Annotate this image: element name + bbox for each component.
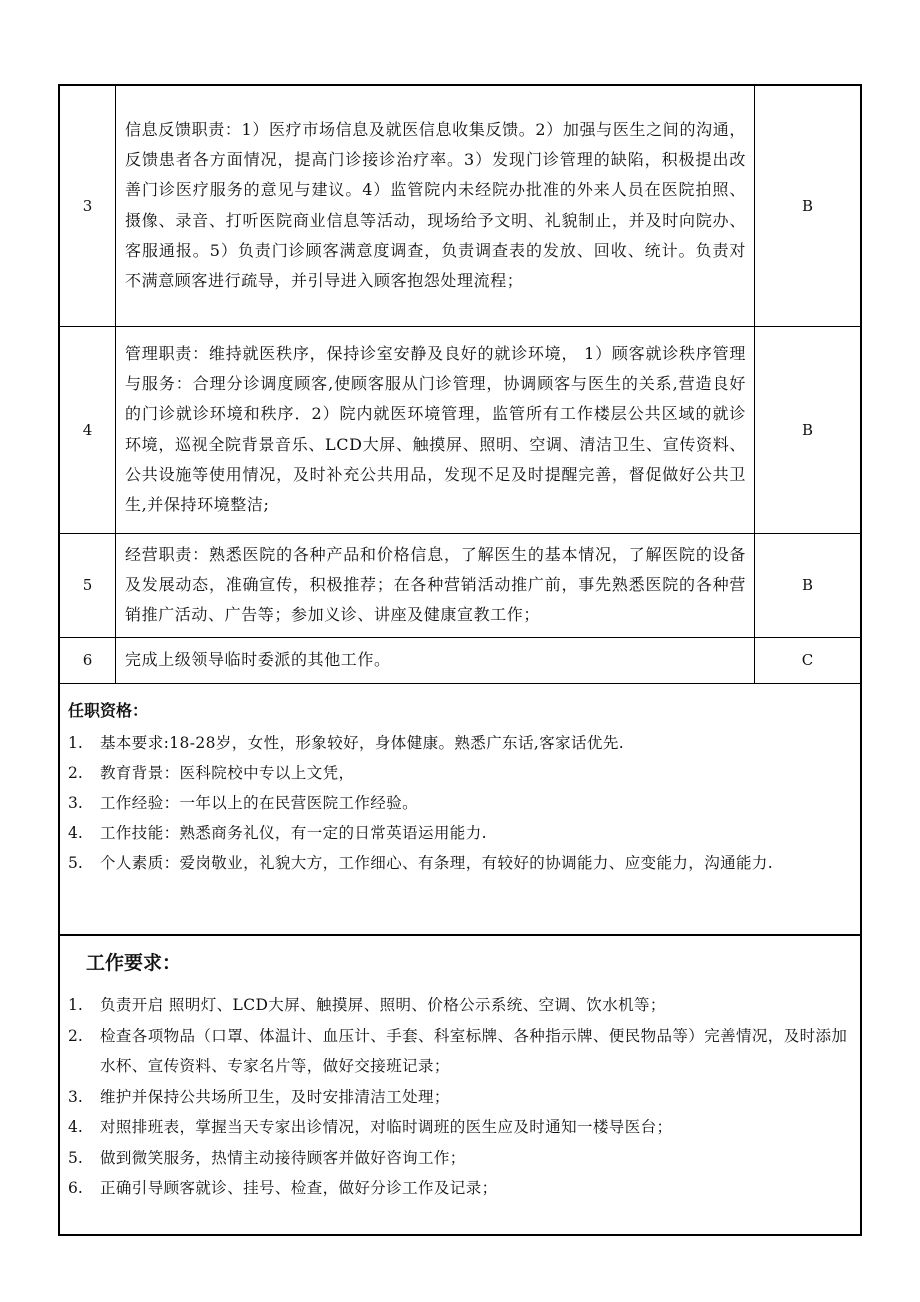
duty-grade: B [755,326,861,533]
requirements-title: 工作要求： [86,952,182,974]
item-number: 6. [68,1179,83,1197]
item-number: 5. [68,853,83,872]
duty-description: 信息反馈职责：1）医疗市场信息及就医信息收集反馈。2）加强与医生之间的沟通，反馈患者各方面情况，提高门诊接诊治疗率。3）发现门诊管理的缺陷，积极提出改善门诊医疗服务的意见与建议。4）监管院内未经院办批准的外来人员在医院拍照、摄像、录音、打听医院商业信息等活动，现场给予文明、礼貌制止，并及时向院办、客服通报。5）负责门诊顾客满意度调查，负责调查表的发放、回收、统计。负责对不满意顾客进行疏导，并引导进入顾客抱怨处理流程； [116,86,755,326]
qualification-title: 任职资格： [68,700,149,720]
list-item [68,1112,854,1143]
requirements-list [68,990,854,1204]
duty-grade: C [755,637,861,683]
item-number: 4. [68,1118,83,1136]
document-sheet [58,84,862,936]
list-item [68,788,854,818]
table-row [60,637,860,683]
table-row [60,326,860,533]
item-number: 5. [68,1148,83,1167]
list-item [68,990,854,1021]
list-item [68,758,854,788]
item-number: 2. [68,763,83,782]
item-number: 3. [68,1087,83,1106]
item-text: 维护并保持公共场所卫生，及时安排清洁工处理； [100,1087,450,1106]
item-number: 2. [68,1026,83,1045]
duty-description: 管理职责：维持就医秩序，保持诊室安静及良好的就诊环境， 1）顾客就诊秩序管理与服务：合理分诊调度顾客,使顾客服从门诊管理，协调顾客与医生的关系,营造良好的门诊就诊环境和秩序．2）院内就医环境管理，监管所有工作楼层公共区域的就诊环境，巡视全院背景音乐、LCD大屏、触摸屏、照明、空调、清洁卫生、宣传资料、公共设施等使用情况，及时补充公共用品，发现不足及时提醒完善，督促做好公共卫生,并保持环境整洁; [116,326,755,533]
duty-grade: B [755,533,861,637]
row-number: 4 [60,326,116,533]
list-item [68,1082,854,1113]
item-text: 个人素质：爱岗敬业，礼貌大方，工作细心、有条理，有较好的协调能力、应变能力，沟通能力. [100,853,774,872]
item-text: 检查各项物品（口罩、体温计、血压计、手套、科室标牌、各种指示牌、便民物品等）完善情况，及时添加水杯、宣传资料、专家名片等，做好交接班记录； [100,1026,848,1075]
list-item [68,1021,854,1082]
list-item [68,1173,854,1204]
duty-description: 经营职责：熟悉医院的各种产品和价格信息，了解医生的基本情况，了解医院的设备及发展动态，准确宣传，积极推荐；在各种营销活动推广前，事先熟悉医院的各种营销推广活动、广告等；参加义诊、讲座及健康宣教工作； [116,533,755,637]
item-number: 3. [68,793,83,812]
item-text: 工作技能：熟悉商务礼仪，有一定的日常英语运用能力. [100,823,487,842]
table-row [60,533,860,637]
row-number: 5 [60,533,116,637]
list-item [68,728,854,758]
row-number: 3 [60,86,116,326]
item-number: 1. [68,733,83,752]
requirements-box [58,934,862,1236]
list-item [68,1143,854,1174]
qualification-section [60,684,860,878]
item-number: 4. [68,823,83,842]
duty-description: 完成上级领导临时委派的其他工作。 [116,637,755,683]
item-text: 负责开启 照明灯、LCD大屏、触摸屏、照明、价格公示系统、空调、饮水机等； [100,996,666,1014]
requirements-section [60,934,860,1204]
item-text: 对照排班表，掌握当天专家出诊情况，对临时调班的医生应及时通知一楼导医台； [100,1118,673,1136]
item-text: 做到微笑服务，热情主动接待顾客并做好咨询工作； [100,1148,466,1167]
table-row [60,86,860,326]
item-text: 基本要求:18-28岁，女性，形象较好，身体健康。熟悉广东话,客家话优先. [100,733,625,752]
list-item [68,818,854,848]
duties-table [60,86,860,684]
item-text: 工作经验：一年以上的在民营医院工作经验。 [100,793,419,812]
item-text: 教育背景：医科院校中专以上文凭， [100,763,355,782]
qualification-list [68,728,854,878]
row-number: 6 [60,637,116,683]
item-text: 正确引导顾客就诊、挂号、检查，做好分诊工作及记录； [100,1179,498,1197]
item-number: 1. [68,996,83,1014]
list-item [68,848,854,878]
duty-grade: B [755,86,861,326]
